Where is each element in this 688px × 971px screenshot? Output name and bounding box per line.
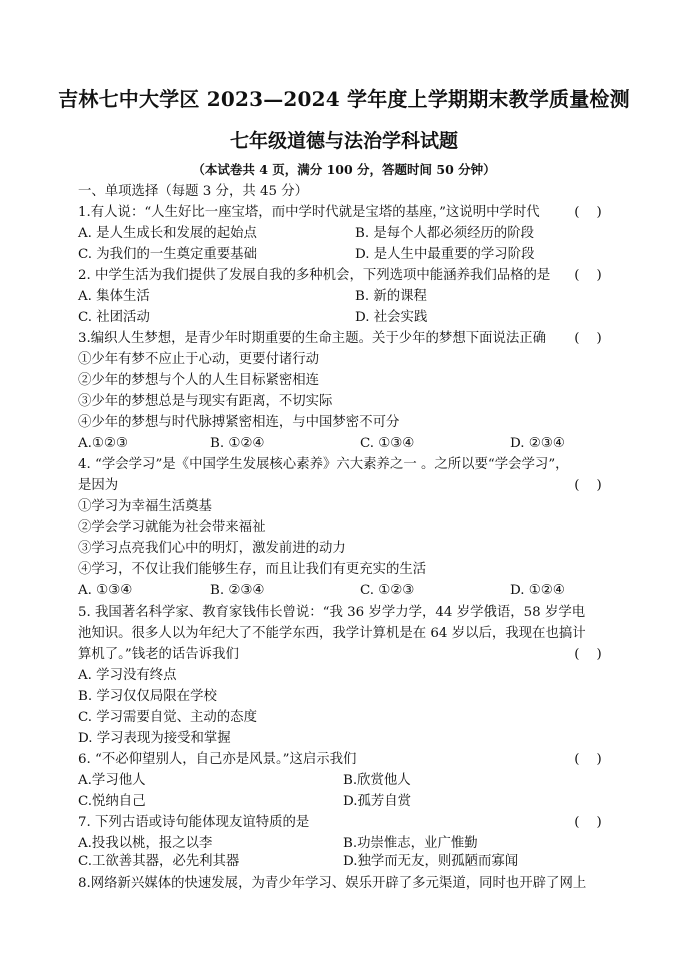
- question-6-option-b[interactable]: B.欣赏他人: [343, 773, 411, 788]
- question-1-stem: 1.有人说：“人生好比一座宝塔，而中学时代就是宝塔的基座，”这说明中学时代: [78, 205, 540, 220]
- question-7-stem: 7. 下列古语或诗句能体现友谊特质的是: [78, 815, 310, 830]
- question-6-option-d[interactable]: D.孤芳自赏: [343, 794, 412, 809]
- question-7-option-b[interactable]: B.功崇惟志，业广惟勤: [343, 836, 478, 851]
- question-4-option-a[interactable]: A. ①③④: [78, 583, 133, 598]
- question-5-stem-line-2: 池知识。很多人以为年纪大了不能学东西，我学计算机是在 64 岁以后，我现在也搞计: [78, 626, 586, 641]
- question-4-item-4: ④学习，不仅让我们能够生存，而且让我们有更充实的生活: [78, 562, 427, 577]
- question-8-stem: 8.网络新兴媒体的快速发展，为青少年学习、娱乐开辟了多元渠道，同时也开辟了网上: [78, 876, 587, 891]
- question-7-option-a[interactable]: A.投我以桃，报之以李: [78, 836, 213, 851]
- question-3-item-1: ①少年有梦不应止于心动，更要付诸行动: [78, 352, 320, 367]
- question-3-option-b[interactable]: B. ①②④: [210, 436, 265, 451]
- question-5-option-a[interactable]: A. 学习没有终点: [78, 668, 177, 683]
- question-6-option-a[interactable]: A.学习他人: [78, 773, 146, 788]
- question-4-item-1: ①学习为幸福生活奠基: [78, 499, 212, 514]
- question-7-option-d[interactable]: D.独学而无友，则孤陋而寡闻: [343, 854, 519, 869]
- question-1-option-b[interactable]: B. 是每个人都必须经历的阶段: [355, 226, 535, 241]
- section-heading: 一、单项选择（每题 3 分，共 45 分）: [78, 184, 309, 199]
- question-5-answer-blank[interactable]: ( ): [574, 647, 602, 662]
- question-5-option-d[interactable]: D. 学习表现为接受和掌握: [78, 731, 231, 746]
- question-1-answer-blank[interactable]: ( ): [574, 205, 602, 220]
- question-4-answer-blank[interactable]: ( ): [574, 478, 602, 493]
- question-5-stem-line-3: 算机了。”钱老的话告诉我们: [78, 647, 239, 662]
- exam-title: 吉林七中大学区 2023—2024 学年度上学期期末教学质量检测: [58, 87, 630, 111]
- question-3-item-3: ③少年的梦想总是与现实有距离，不切实际: [78, 394, 333, 409]
- question-5-option-c[interactable]: C. 学习需要自觉、主动的态度: [78, 710, 257, 725]
- question-3-item-2: ②少年的梦想与个人的人生目标紧密相连: [78, 373, 320, 388]
- question-6-stem: 6. “不必仰望别人，自己亦是风景。”这启示我们: [78, 752, 357, 767]
- question-1-option-d[interactable]: D. 是人生中最重要的学习阶段: [355, 247, 535, 262]
- question-4-option-b[interactable]: B. ②③④: [210, 583, 265, 598]
- question-7-option-c[interactable]: C.工欲善其器，必先利其器: [78, 854, 240, 869]
- question-1-option-a[interactable]: A. 是人生成长和发展的起始点: [78, 226, 257, 241]
- question-5-option-b[interactable]: B. 学习仅仅局限在学校: [78, 689, 217, 704]
- question-2-stem: 2. 中学生活为我们提供了发展自我的多种机会，下列选项中能涵养我们品格的是: [78, 268, 551, 283]
- question-3-option-c[interactable]: C. ①③④: [360, 436, 415, 451]
- question-2-answer-blank[interactable]: ( ): [574, 268, 602, 283]
- question-4-stem-line-1: 4. “学会学习”是《中国学生发展核心素养》六大素养之一 。之所以要“学会学习”，: [78, 457, 569, 472]
- question-2-option-a[interactable]: A. 集体生活: [78, 289, 150, 304]
- question-3-item-4: ④少年的梦想与时代脉搏紧密相连，与中国梦密不可分: [78, 415, 400, 430]
- question-2-option-d[interactable]: D. 社会实践: [355, 310, 428, 325]
- question-6-answer-blank[interactable]: ( ): [574, 752, 602, 767]
- question-1-option-c[interactable]: C. 为我们的一生奠定重要基础: [78, 247, 257, 262]
- question-6-option-c[interactable]: C.悦纳自己: [78, 794, 146, 809]
- question-2-option-b[interactable]: B. 新的课程: [355, 289, 427, 304]
- question-2-option-c[interactable]: C. 社团活动: [78, 310, 150, 325]
- question-4-item-2: ②学会学习就能为社会带来福祉: [78, 520, 266, 535]
- question-4-item-3: ③学习点亮我们心中的明灯，激发前进的动力: [78, 541, 346, 556]
- question-7-answer-blank[interactable]: ( ): [574, 815, 602, 830]
- question-5-stem-line-1: 5. 我国著名科学家、教育家钱伟长曾说：“我 36 岁学力学，44 岁学俄语，58 岁学电: [78, 605, 586, 620]
- question-4-stem-line-2: 是因为: [78, 478, 119, 493]
- question-4-option-d[interactable]: D. ①②④: [510, 583, 565, 598]
- question-3-option-d[interactable]: D. ②③④: [510, 436, 565, 451]
- question-3-option-a[interactable]: A.①②③: [78, 436, 128, 451]
- question-3-stem: 3.编织人生梦想，是青少年时期重要的生命主题。关于少年的梦想下面说法正确: [78, 331, 547, 346]
- exam-subtitle: 七年级道德与法治学科试题: [229, 130, 458, 152]
- question-4-option-c[interactable]: C. ①②③: [360, 583, 415, 598]
- question-3-answer-blank[interactable]: ( ): [574, 331, 602, 346]
- exam-info: （本试卷共 4 页，满分 100 分，答题时间 50 分钟）: [192, 162, 496, 177]
